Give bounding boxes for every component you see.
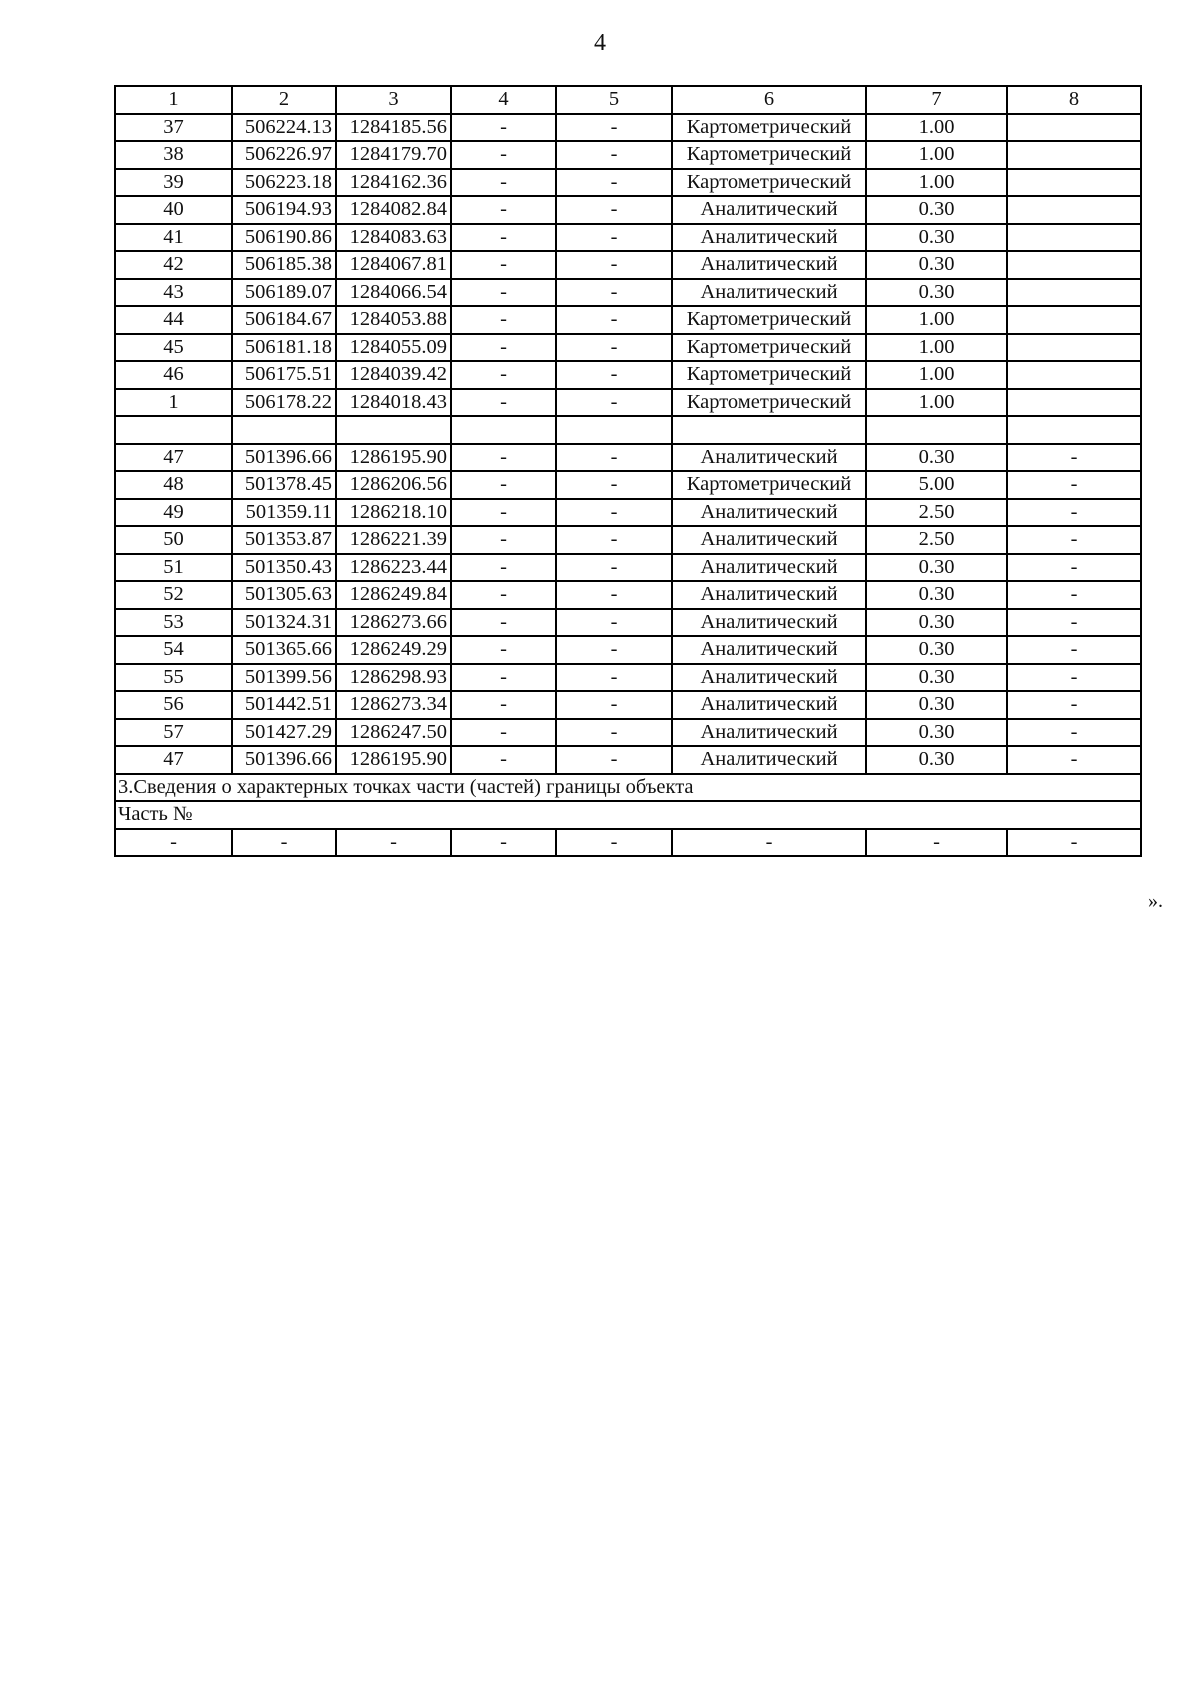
- table-cell: 1286218.10: [336, 499, 451, 527]
- table-cell: 47: [115, 444, 232, 472]
- table-row: [115, 169, 1141, 197]
- table-cell: 55: [115, 664, 232, 692]
- table-cell: 46: [115, 361, 232, 389]
- table-cell: 1.00: [866, 334, 1007, 362]
- table-cell: Аналитический: [672, 691, 866, 719]
- table-cell: -: [556, 306, 672, 334]
- table-cell: 37: [115, 114, 232, 142]
- table-cell: 1286247.50: [336, 719, 451, 747]
- table-cell: 1286298.93: [336, 664, 451, 692]
- table-row: [115, 719, 1141, 747]
- table-cell: -: [451, 251, 556, 279]
- table-cell: 51: [115, 554, 232, 582]
- table-cell: -: [1007, 636, 1141, 664]
- table-cell: Аналитический: [672, 279, 866, 307]
- table-cell: 2.50: [866, 499, 1007, 527]
- table-cell: 5: [556, 86, 672, 114]
- table-cell: 506223.18: [232, 169, 336, 197]
- table-cell: 1284066.54: [336, 279, 451, 307]
- boundary-points-table: [114, 85, 1142, 857]
- table-cell: -: [1007, 609, 1141, 637]
- table-cell: -: [556, 554, 672, 582]
- table-cell: -: [556, 829, 672, 857]
- table-cell: 501353.87: [232, 526, 336, 554]
- table-cell: -: [451, 664, 556, 692]
- table-cell: -: [1007, 444, 1141, 472]
- table-cell: Картометрический: [672, 334, 866, 362]
- table-cell: -: [451, 691, 556, 719]
- table-cell: 0.30: [866, 719, 1007, 747]
- table-cell: -: [1007, 581, 1141, 609]
- table-cell: -: [1007, 499, 1141, 527]
- table-cell: 0.30: [866, 444, 1007, 472]
- table-cell: Аналитический: [672, 719, 866, 747]
- table-cell: 506178.22: [232, 389, 336, 417]
- table-cell: -: [451, 471, 556, 499]
- table-cell: -: [556, 114, 672, 142]
- table-cell: 41: [115, 224, 232, 252]
- table-cell: -: [556, 526, 672, 554]
- table-cell: -: [451, 636, 556, 664]
- page-number: 4: [594, 30, 606, 56]
- table-cell: 45: [115, 334, 232, 362]
- table-cell: [556, 416, 672, 444]
- table-cell: 1286223.44: [336, 554, 451, 582]
- table-cell: 0.30: [866, 251, 1007, 279]
- table-row: [115, 279, 1141, 307]
- table-cell: 5.00: [866, 471, 1007, 499]
- table-cell: 501378.45: [232, 471, 336, 499]
- table-row: [115, 306, 1141, 334]
- table-cell: 1.00: [866, 389, 1007, 417]
- table-body: [115, 86, 1141, 856]
- table-cell: 0.30: [866, 746, 1007, 774]
- table-cell: -: [451, 581, 556, 609]
- table-row: [115, 196, 1141, 224]
- table-cell: 8: [1007, 86, 1141, 114]
- table-cell: [1007, 224, 1141, 252]
- table-row: [115, 471, 1141, 499]
- table-row: [115, 526, 1141, 554]
- table-cell: -: [451, 389, 556, 417]
- table-cell: -: [556, 471, 672, 499]
- table-cell: [1007, 306, 1141, 334]
- table-cell: 501305.63: [232, 581, 336, 609]
- table-cell: -: [451, 141, 556, 169]
- table-cell: Аналитический: [672, 444, 866, 472]
- table-cell: -: [1007, 664, 1141, 692]
- table-row: [115, 444, 1141, 472]
- table-cell: [451, 416, 556, 444]
- table-cell: Картометрический: [672, 471, 866, 499]
- table-cell: -: [451, 279, 556, 307]
- table-row: [115, 141, 1141, 169]
- table-row: [115, 334, 1141, 362]
- table-cell: -: [451, 444, 556, 472]
- table-cell: 1.00: [866, 361, 1007, 389]
- table-cell: 1286273.34: [336, 691, 451, 719]
- table-cell: 1284082.84: [336, 196, 451, 224]
- table-cell: [1007, 389, 1141, 417]
- table-cell: -: [556, 581, 672, 609]
- table-cell: 1284162.36: [336, 169, 451, 197]
- table-cell: 48: [115, 471, 232, 499]
- empty-separator-row: [115, 416, 1141, 444]
- table-cell: Картометрический: [672, 361, 866, 389]
- table-cell: 0.30: [866, 554, 1007, 582]
- table-cell: [115, 416, 232, 444]
- table-cell: [1007, 169, 1141, 197]
- table-row: [115, 114, 1141, 142]
- table-cell: 43: [115, 279, 232, 307]
- table-cell: 501350.43: [232, 554, 336, 582]
- table-cell: -: [672, 829, 866, 857]
- table-cell: 1284185.56: [336, 114, 451, 142]
- part-label-row-cell: Часть №: [115, 801, 1141, 829]
- table-cell: 0.30: [866, 581, 1007, 609]
- table-row: [115, 636, 1141, 664]
- table-cell: -: [556, 224, 672, 252]
- table-cell: -: [556, 499, 672, 527]
- table-cell: 1284055.09: [336, 334, 451, 362]
- table-cell: 1: [115, 389, 232, 417]
- table-cell: Аналитический: [672, 609, 866, 637]
- table-cell: 1284053.88: [336, 306, 451, 334]
- table-cell: Аналитический: [672, 526, 866, 554]
- table-cell: 1286221.39: [336, 526, 451, 554]
- table-row: [115, 224, 1141, 252]
- table-cell: 1284067.81: [336, 251, 451, 279]
- table-cell: -: [451, 719, 556, 747]
- table-cell: Аналитический: [672, 581, 866, 609]
- table-cell: 1: [115, 86, 232, 114]
- table-cell: 49: [115, 499, 232, 527]
- table-cell: Картометрический: [672, 389, 866, 417]
- table-cell: Картометрический: [672, 141, 866, 169]
- table-cell: [1007, 196, 1141, 224]
- table-cell: -: [556, 169, 672, 197]
- table-cell: Аналитический: [672, 499, 866, 527]
- table-row: [115, 609, 1141, 637]
- table-cell: -: [451, 746, 556, 774]
- table-cell: [866, 416, 1007, 444]
- table-cell: 501324.31: [232, 609, 336, 637]
- table-cell: -: [1007, 829, 1141, 857]
- table-cell: 0.30: [866, 636, 1007, 664]
- table-cell: 506189.07: [232, 279, 336, 307]
- table-cell: 1286195.90: [336, 444, 451, 472]
- table-cell: 57: [115, 719, 232, 747]
- table-row: [115, 554, 1141, 582]
- table-cell: 0.30: [866, 224, 1007, 252]
- table-cell: -: [451, 554, 556, 582]
- table-cell: 506224.13: [232, 114, 336, 142]
- table-cell: Аналитический: [672, 746, 866, 774]
- table-cell: [1007, 334, 1141, 362]
- table-cell: 1286195.90: [336, 746, 451, 774]
- table-cell: -: [556, 636, 672, 664]
- table-cell: -: [1007, 554, 1141, 582]
- part-label-row: [115, 801, 1141, 829]
- table-row: [115, 746, 1141, 774]
- table-cell: 0.30: [866, 664, 1007, 692]
- table-cell: 1.00: [866, 169, 1007, 197]
- table-cell: 1284039.42: [336, 361, 451, 389]
- table-cell: 1286249.29: [336, 636, 451, 664]
- table-cell: 2: [232, 86, 336, 114]
- table-cell: Картометрический: [672, 169, 866, 197]
- table-cell: 506194.93: [232, 196, 336, 224]
- table-cell: -: [1007, 691, 1141, 719]
- table-cell: Аналитический: [672, 224, 866, 252]
- table-cell: 38: [115, 141, 232, 169]
- table-cell: 0.30: [866, 609, 1007, 637]
- table-cell: -: [556, 196, 672, 224]
- table-cell: 40: [115, 196, 232, 224]
- table-cell: 501442.51: [232, 691, 336, 719]
- table-cell: 4: [451, 86, 556, 114]
- table-cell: -: [556, 664, 672, 692]
- table-cell: -: [1007, 471, 1141, 499]
- table-cell: -: [451, 499, 556, 527]
- table-cell: -: [336, 829, 451, 857]
- table-cell: 1286273.66: [336, 609, 451, 637]
- table-cell: -: [556, 141, 672, 169]
- table-cell: 53: [115, 609, 232, 637]
- table-cell: -: [556, 444, 672, 472]
- header-row: [115, 86, 1141, 114]
- table-cell: Аналитический: [672, 251, 866, 279]
- table-cell: Аналитический: [672, 554, 866, 582]
- table-cell: -: [115, 829, 232, 857]
- table-cell: 50: [115, 526, 232, 554]
- table-cell: [1007, 416, 1141, 444]
- table-cell: -: [451, 169, 556, 197]
- table-cell: -: [232, 829, 336, 857]
- table-cell: 1284018.43: [336, 389, 451, 417]
- table-cell: 506175.51: [232, 361, 336, 389]
- table-cell: -: [556, 691, 672, 719]
- table-cell: 39: [115, 169, 232, 197]
- table-cell: [232, 416, 336, 444]
- table-cell: -: [451, 224, 556, 252]
- table-cell: -: [556, 279, 672, 307]
- table-row: [115, 691, 1141, 719]
- table-cell: [1007, 114, 1141, 142]
- table-cell: -: [451, 609, 556, 637]
- table-cell: [1007, 251, 1141, 279]
- table-cell: Картометрический: [672, 114, 866, 142]
- table-cell: 0.30: [866, 279, 1007, 307]
- table-cell: 1286249.84: [336, 581, 451, 609]
- table-cell: -: [451, 114, 556, 142]
- table-cell: 44: [115, 306, 232, 334]
- table-cell: 1.00: [866, 141, 1007, 169]
- table-cell: 506185.38: [232, 251, 336, 279]
- table-cell: -: [451, 361, 556, 389]
- table-cell: 501365.66: [232, 636, 336, 664]
- table-cell: [1007, 361, 1141, 389]
- table-row: [115, 251, 1141, 279]
- table-cell: 506181.18: [232, 334, 336, 362]
- table-cell: 1.00: [866, 306, 1007, 334]
- table-cell: 47: [115, 746, 232, 774]
- table-cell: 506184.67: [232, 306, 336, 334]
- table-cell: Аналитический: [672, 196, 866, 224]
- table-cell: -: [556, 389, 672, 417]
- table-cell: 54: [115, 636, 232, 664]
- table-cell: 56: [115, 691, 232, 719]
- table-cell: Аналитический: [672, 664, 866, 692]
- table-cell: 506190.86: [232, 224, 336, 252]
- table-cell: 0.30: [866, 196, 1007, 224]
- table-cell: 1.00: [866, 114, 1007, 142]
- section-title-row-cell: 3.Сведения о характерных точках части (частей) границы объекта: [115, 774, 1141, 802]
- table-cell: [672, 416, 866, 444]
- table-cell: -: [556, 251, 672, 279]
- table-cell: 501399.56: [232, 664, 336, 692]
- table-cell: 1286206.56: [336, 471, 451, 499]
- table-row: [115, 581, 1141, 609]
- table-cell: 7: [866, 86, 1007, 114]
- table-cell: -: [451, 829, 556, 857]
- table-row: [115, 389, 1141, 417]
- table-cell: -: [556, 609, 672, 637]
- table-row: [115, 664, 1141, 692]
- table-cell: 2.50: [866, 526, 1007, 554]
- table-cell: 1284083.63: [336, 224, 451, 252]
- table-cell: 501396.66: [232, 444, 336, 472]
- table-cell: 52: [115, 581, 232, 609]
- table-cell: -: [866, 829, 1007, 857]
- table-row: [115, 361, 1141, 389]
- table-cell: 501427.29: [232, 719, 336, 747]
- table-cell: [336, 416, 451, 444]
- table-cell: -: [1007, 746, 1141, 774]
- table-cell: 1284179.70: [336, 141, 451, 169]
- closing-quote-mark: ».: [1148, 890, 1163, 912]
- table-cell: -: [556, 361, 672, 389]
- dash-row: [115, 829, 1141, 857]
- table-cell: 501396.66: [232, 746, 336, 774]
- table-cell: -: [451, 306, 556, 334]
- table-cell: 0.30: [866, 691, 1007, 719]
- table-cell: 42: [115, 251, 232, 279]
- table-cell: 501359.11: [232, 499, 336, 527]
- table-cell: -: [556, 334, 672, 362]
- table-cell: 6: [672, 86, 866, 114]
- table-cell: [1007, 279, 1141, 307]
- table-cell: 3: [336, 86, 451, 114]
- table-row: [115, 499, 1141, 527]
- table-cell: [1007, 141, 1141, 169]
- table-cell: -: [451, 526, 556, 554]
- table-cell: Аналитический: [672, 636, 866, 664]
- section-title-row: [115, 774, 1141, 802]
- table-cell: -: [1007, 719, 1141, 747]
- table-cell: -: [451, 196, 556, 224]
- table-cell: -: [556, 746, 672, 774]
- table-cell: -: [556, 719, 672, 747]
- table-cell: -: [1007, 526, 1141, 554]
- table-cell: 506226.97: [232, 141, 336, 169]
- table-cell: Картометрический: [672, 306, 866, 334]
- table-cell: -: [451, 334, 556, 362]
